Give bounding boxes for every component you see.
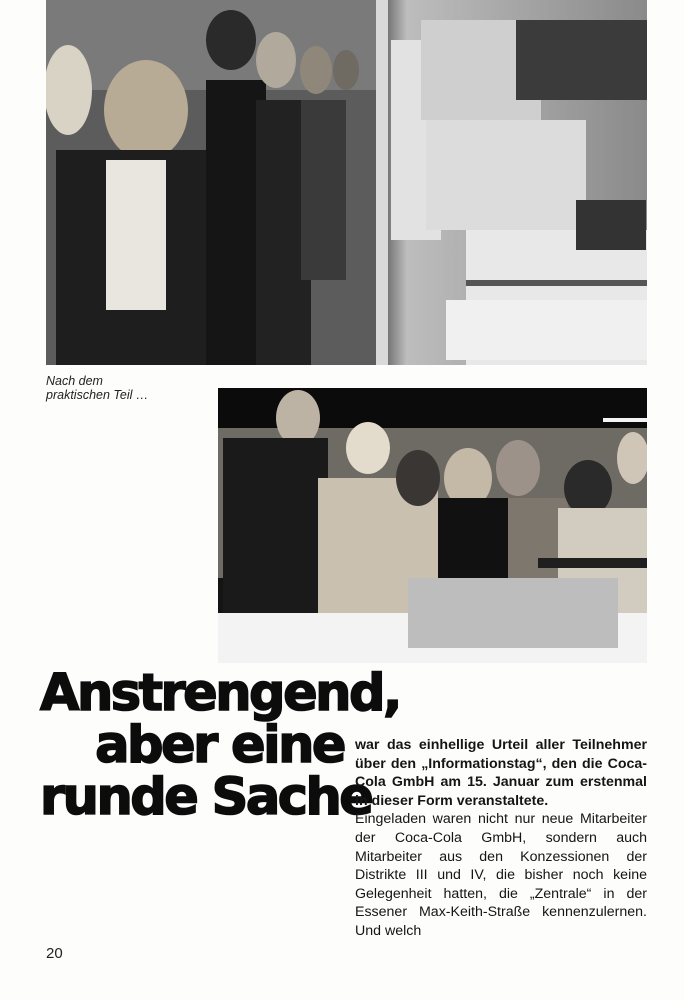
headline-line-2: aber eine (95, 716, 344, 775)
page-number: 20 (46, 945, 63, 962)
article-body (355, 736, 647, 941)
photo-visitors-at-machine (218, 388, 647, 663)
photo-caption (46, 374, 206, 402)
photo-factory-tour-group (46, 0, 647, 365)
headline-line-1: Anstrengend, (40, 664, 400, 723)
photo-factory-tour-group-image (46, 0, 647, 365)
article-lead: war das einhellige Urteil aller Teilnehmer über den „Informationstag“, den die Coca-Cola GmbH am 15. Januar zum erstenmal in dieser Form veranstaltete. (355, 737, 647, 809)
photo-visitors-at-machine-image (218, 388, 647, 663)
article-headline (40, 664, 400, 827)
article-paragraph: Eingeladen waren nicht nur neue Mitarbeiter der Coca-Cola GmbH, sondern auch Mitarbeiter aus den Konzessionen der Distrikte III und IV, die bisher noch keine Gelegenheit hatten, die „Zentrale“ in der Essener Max-Keith-Straße kennenzulernen. Und welch (355, 811, 647, 939)
caption-line-2: praktischen Teil … (46, 388, 149, 402)
caption-line-1: Nach dem (46, 374, 103, 388)
headline-line-3: runde Sache (40, 768, 372, 827)
